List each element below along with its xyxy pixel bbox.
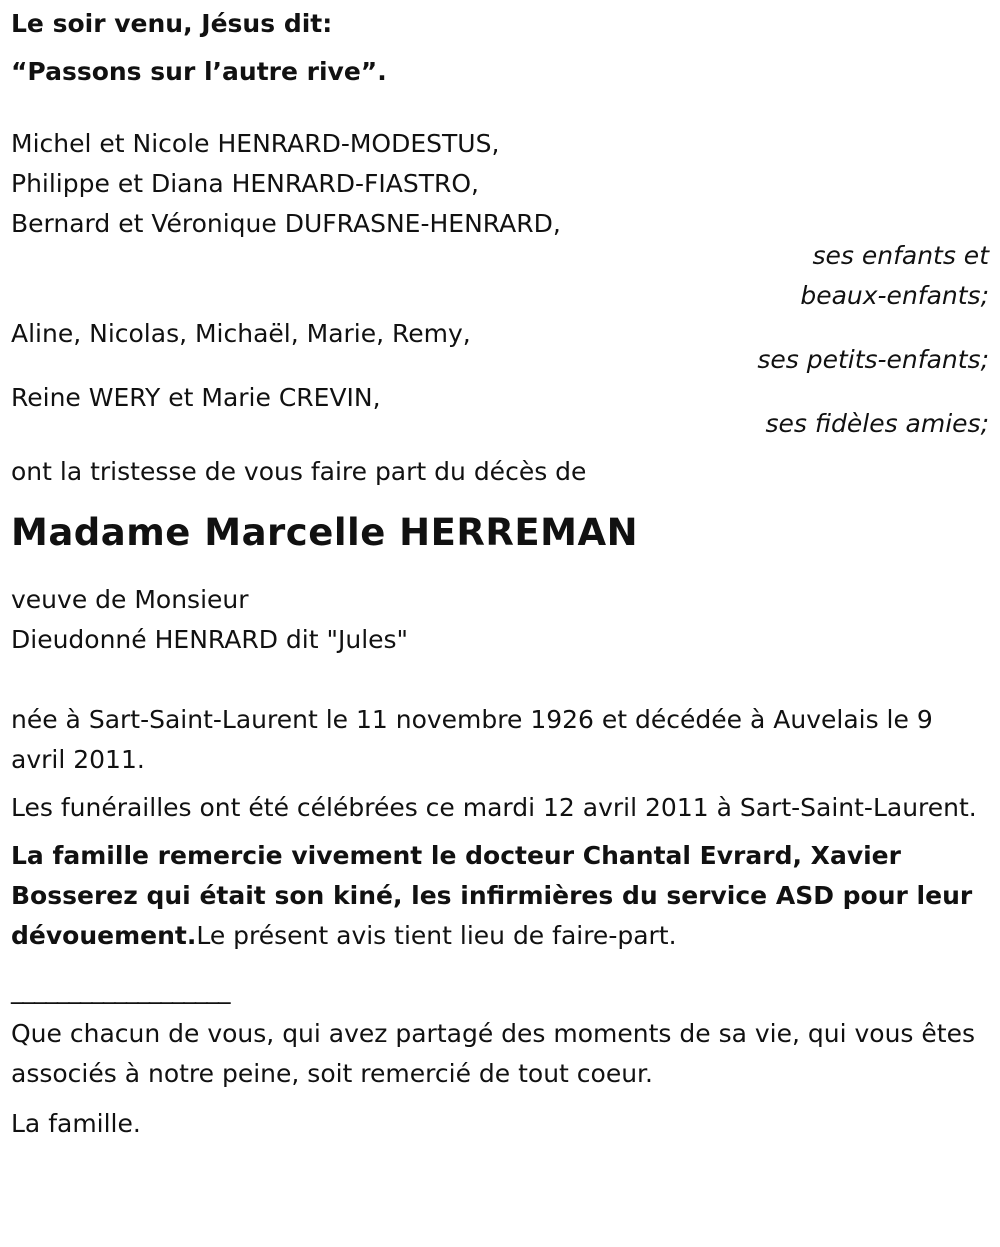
widow-of-line-1: veuve de Monsieur: [11, 585, 249, 614]
epigraph-line-1: Le soir venu, Jésus dit:: [11, 9, 333, 38]
closing-paragraph: Que chacun de vous, qui avez partagé des moments de sa vie, qui vous êtes associés à notre peine, soit remercié de tout coeur.: [11, 1019, 975, 1088]
signature: La famille.: [11, 1109, 141, 1138]
epigraph-line-2: “Passons sur l’autre rive”.: [11, 57, 387, 86]
thanks-bold-text: La famille remercie vivement le docteur Chantal Evrard, Xavier Bosserez qui était son kiné, les infirmières du service ASD pour leur dévouement.: [11, 841, 973, 950]
obituary-notice: [11, 4, 989, 1144]
children-role-2: beaux-enfants;: [800, 281, 989, 310]
funeral-paragraph: Les funérailles ont été célébrées ce mardi 12 avril 2011 à Sart-Saint-Laurent.: [11, 793, 977, 822]
friends-role: ses fidèles amies;: [765, 409, 989, 438]
announcement-line: ont la tristesse de vous faire part du décès de: [11, 457, 587, 486]
grandchildren-role: ses petits-enfants;: [757, 345, 989, 374]
friends-line: Reine WERY et Marie CREVIN,: [11, 383, 381, 412]
birth-death-paragraph: née à Sart-Saint-Laurent le 11 novembre 1926 et décédée à Auvelais le 9 avril 2011.: [11, 705, 933, 774]
grandchildren-line: Aline, Nicolas, Michaël, Marie, Remy,: [11, 319, 471, 348]
children-line-1: Michel et Nicole HENRARD-MODESTUS,: [11, 129, 500, 158]
widow-of-line-2: Dieudonné HENRARD dit "Jules": [11, 625, 409, 654]
children-role-1: ses enfants et: [812, 241, 989, 270]
thanks-paragraph: [11, 836, 989, 956]
separator-line: ___________________: [11, 975, 230, 1004]
deceased-name: Madame Marcelle HERREMAN: [11, 511, 639, 554]
children-line-2: Philippe et Diana HENRARD-FIASTRO,: [11, 169, 479, 198]
thanks-regular-text: Le présent avis tient lieu de faire-part.: [196, 921, 677, 950]
children-line-3: Bernard et Véronique DUFRASNE-HENRARD,: [11, 209, 561, 238]
